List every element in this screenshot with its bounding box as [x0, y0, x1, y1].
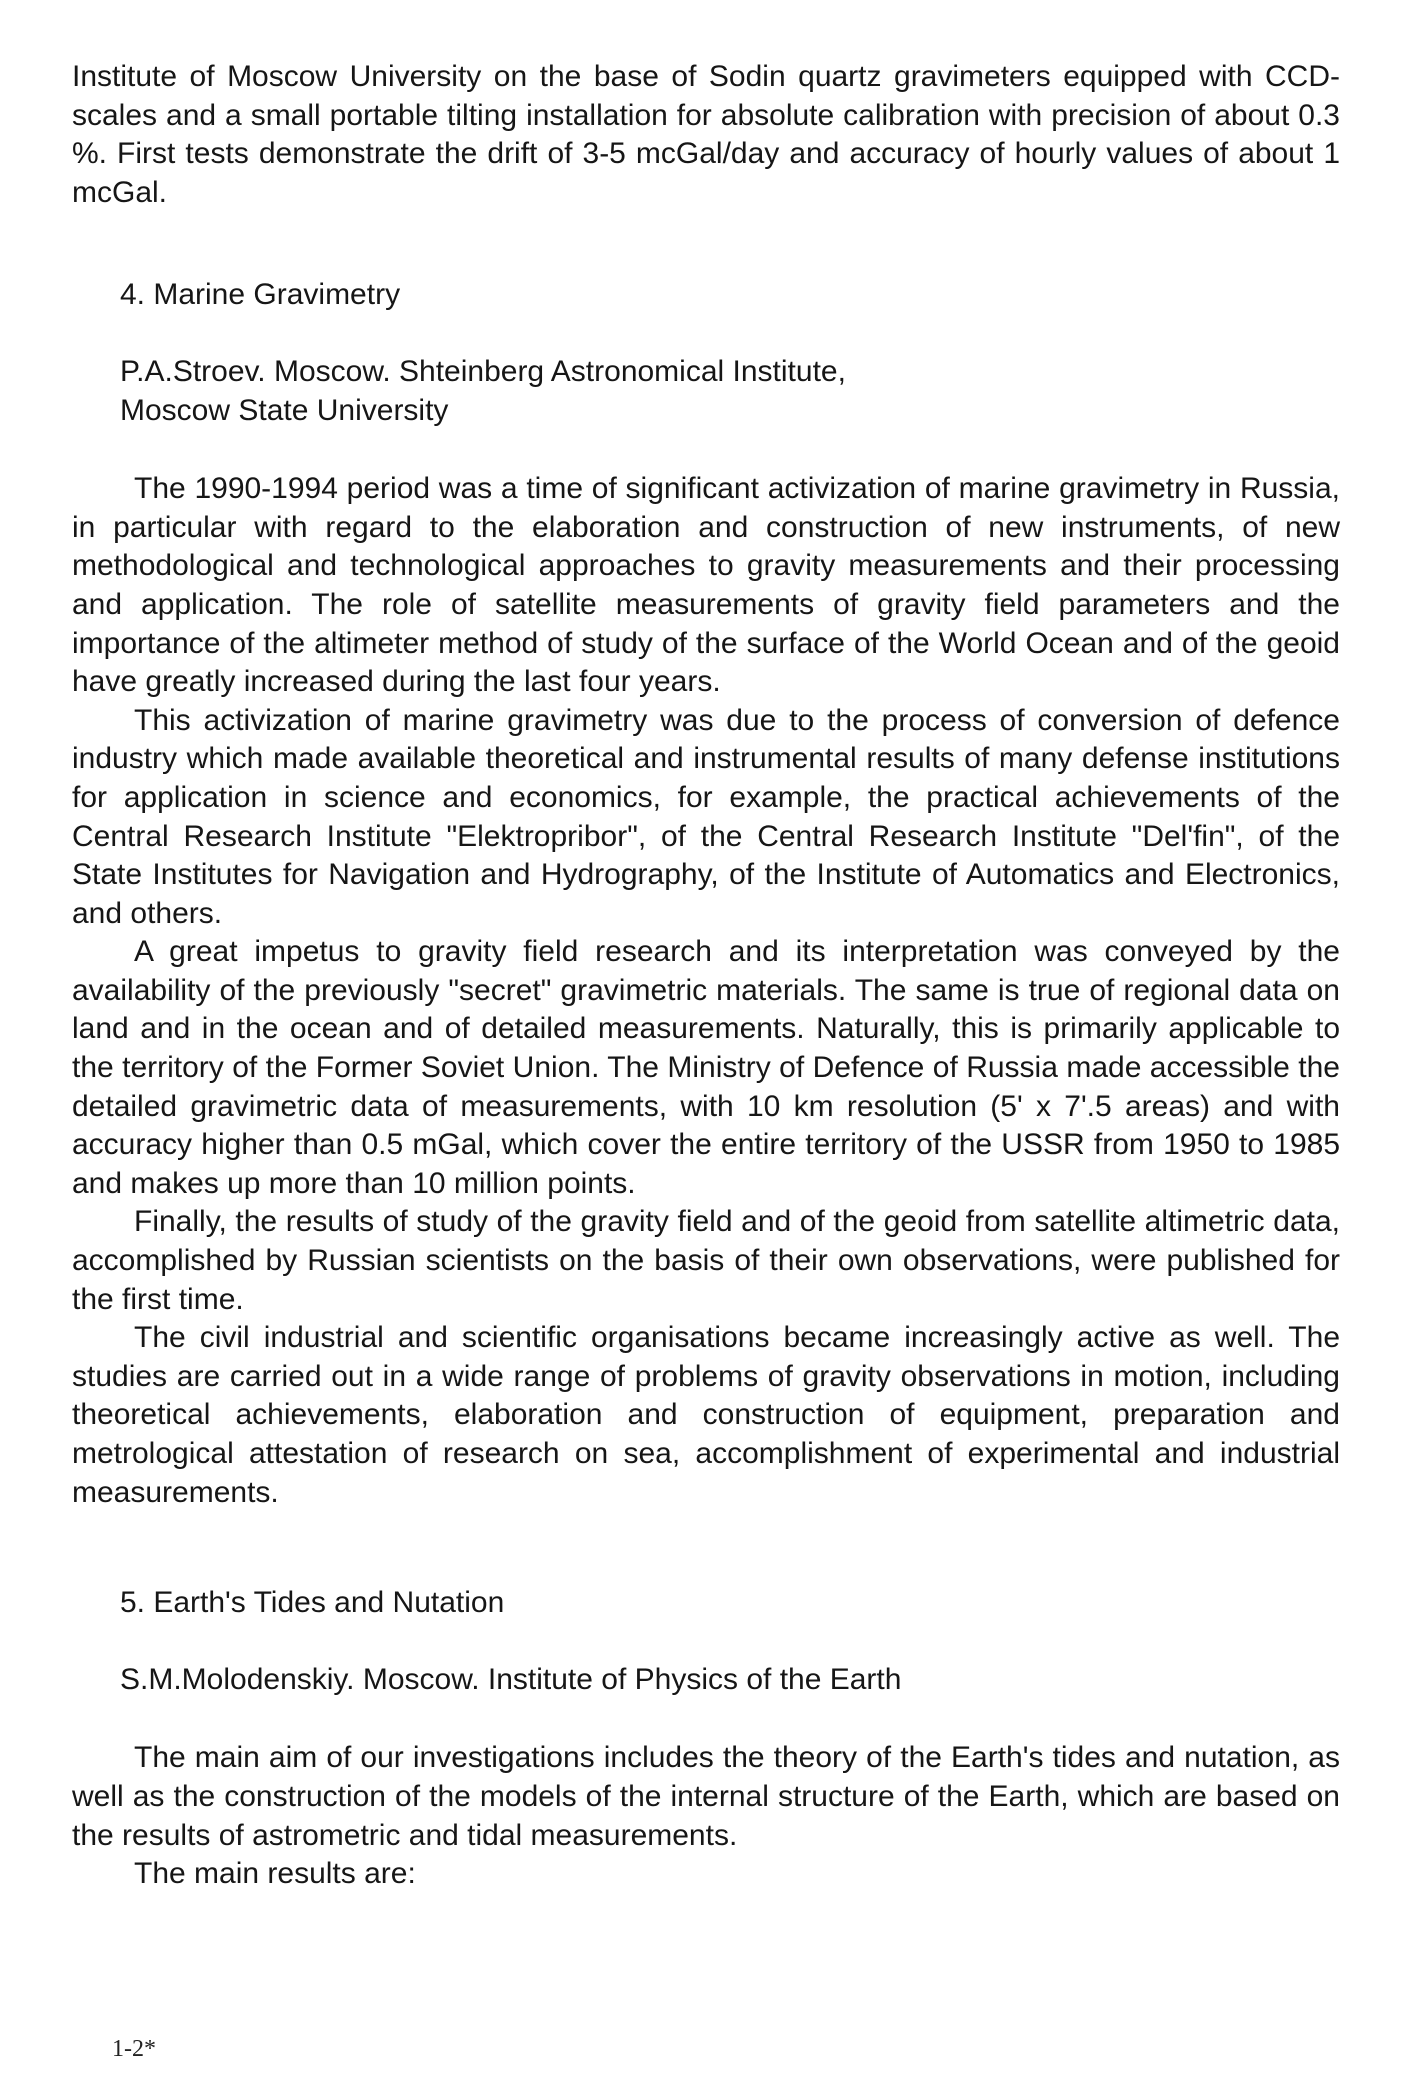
section-4-paragraph: This activization of marine gravimetry was due to the process of conversion of defence industry which made available theoretical and instrumental results of many defense institutions for application in science and economics, for example, the practical achievements of the Central Research Institute "Elektropribor", of the Central Research Institute "Del'fin", of the State Institutes for Navigation and Hydrography, of the Institute of Automatics and Electronics, and others. [72, 703, 1340, 930]
section-4-paragraph: Finally, the results of study of the gravity field and of the geoid from satellite altimetric data, accomplished by Russian scientists on the basis of their own observations, were published for the first time. [72, 1205, 1340, 1316]
section-4-affiliation: Moscow State University [120, 393, 449, 427]
section-4-author: P.A.Stroev. Moscow. Shteinberg Astronomical Institute, [120, 354, 846, 388]
spacer [72, 1512, 1340, 1584]
intro-paragraph: Institute of Moscow University on the base of Sodin quartz gravimeters equipped with CCD-scales and a small portable tilting installation for absolute calibration with precision of about 0.3 %. First tests demonstrate the drift of 3-5 mcGal/day and accuracy of hourly values of about 1 mcGal. [72, 60, 1340, 209]
spacer [72, 430, 1340, 470]
spacer [72, 1699, 1340, 1739]
section-5-paragraph: The main results are: [134, 1857, 416, 1891]
spacer [72, 315, 1340, 353]
spacer [72, 1623, 1340, 1661]
section-5-heading: 5. Earth's Tides and Nutation [120, 1586, 505, 1620]
section-4-paragraph: A great impetus to gravity field research and its interpretation was conveyed by the availability of the previously "secret" gravimetric materials. The same is true of regional data on land and in the ocean and of detailed measurements. Naturally, this is primarily applicable to the territory of the Former Soviet Union. The Ministry of Defence of Russia made accessible the detailed gravimetric data of measurements, with 10 km resolution (5' x 7'.5 areas) and with accuracy higher than 0.5 mGal, which cover the entire territory of the USSR from 1950 to 1985 and makes up more than 10 million points. [72, 935, 1340, 1200]
spacer [72, 212, 1340, 276]
section-5-author: S.M.Molodenskiy. Moscow. Institute of Physics of the Earth [120, 1662, 902, 1696]
document-page [72, 58, 1340, 1894]
page-number: 1-2* [112, 2036, 156, 2062]
section-4-heading: 4. Marine Gravimetry [120, 278, 401, 312]
section-4-paragraph: The 1990-1994 period was a time of significant activization of marine gravimetry in Russia, in particular with regard to the elaboration and construction of new instruments, of new methodological and technological approaches to gravity measurements and their processing and application. The role of satellite measurements of gravity field parameters and the importance of the altimeter method of study of the surface of the World Ocean and of the geoid have greatly increased during the last four years. [72, 472, 1340, 699]
section-5-paragraph: The main aim of our investigations includes the theory of the Earth's tides and nutation, as well as the construction of the models of the internal structure of the Earth, which are based on the results of astrometric and tidal measurements. [72, 1741, 1340, 1852]
section-4-paragraph: The civil industrial and scientific organisations became increasingly active as well. The studies are carried out in a wide range of problems of gravity observations in motion, including theoretical achievements, elaboration and construction of equipment, preparation and metrological attestation of research on sea, accomplishment of experimental and industrial measurements. [72, 1321, 1340, 1509]
